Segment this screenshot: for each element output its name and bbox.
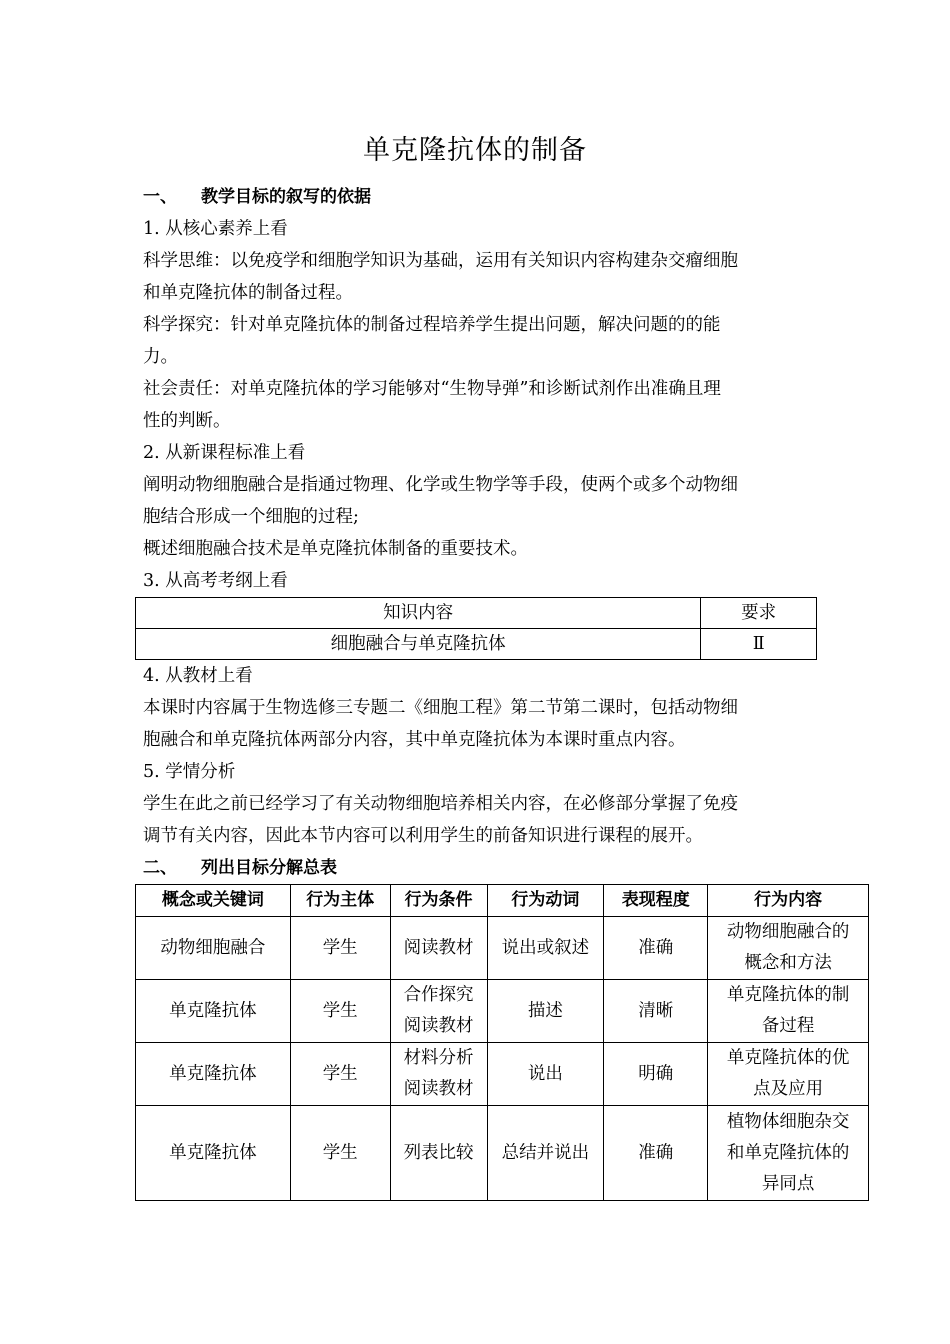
table-cell <box>708 917 869 980</box>
subheading-textbook: 4. 从教材上看 <box>143 666 253 686</box>
section-title: 列出目标分解总表 <box>201 858 337 878</box>
table-cell <box>708 1043 869 1106</box>
cell-line: 阅读教材 <box>403 937 474 958</box>
table-cell <box>390 917 487 980</box>
cell-line: 单克隆抗体的优 <box>726 1048 850 1068</box>
table-cell: 说出 <box>487 1043 604 1106</box>
table-row <box>136 980 869 1043</box>
table-cell <box>708 1106 869 1201</box>
cell-line: 合作探究 <box>403 985 474 1005</box>
cell-line: 和单克隆抗体的 <box>726 1142 850 1163</box>
section-heading-2 <box>143 852 823 884</box>
table-cell: 总结并说出 <box>487 1106 604 1201</box>
table-cell: 单克隆抗体 <box>136 980 291 1043</box>
paragraph: 科学探究：针对单克隆抗体的制备过程培养学生提出问题，解决问题的的能 <box>143 315 721 335</box>
section-number: 一、 <box>143 187 177 207</box>
table-header-row <box>136 598 817 629</box>
paragraph: 阐明动物细胞融合是指通过物理、化学或生物学等手段，使两个或多个动物细 <box>143 475 738 495</box>
paragraph: 力。 <box>143 347 178 367</box>
table-header-cell: 概念或关键词 <box>136 885 291 917</box>
cell-line: 阅读教材 <box>403 1079 474 1099</box>
document-body <box>143 181 850 1201</box>
subheading-exam-outline: 3. 从高考考纲上看 <box>143 571 288 591</box>
table-cell <box>708 980 869 1043</box>
paragraph: 本课时内容属于生物选修三专题二《细胞工程》第二节第二课时，包括动物细 <box>143 698 738 718</box>
table-header-cell: 要求 <box>701 598 817 629</box>
cell-line: 植物体细胞杂交 <box>726 1111 850 1132</box>
table-cell <box>390 1106 487 1201</box>
table-cell: 清晰 <box>604 980 708 1043</box>
section-number: 二、 <box>143 858 177 878</box>
table-cell: 明确 <box>604 1043 708 1106</box>
cell-line: 动物细胞融合的 <box>726 922 850 942</box>
subheading-student-analysis: 5. 学情分析 <box>143 762 236 782</box>
paragraph: 性的判断。 <box>143 411 231 431</box>
table-cell <box>390 1043 487 1106</box>
table-cell: 单克隆抗体 <box>136 1043 291 1106</box>
table-header-row <box>136 885 869 917</box>
table-header-cell: 行为主体 <box>290 885 390 917</box>
table-header-cell: 行为条件 <box>390 885 487 917</box>
subheading-curriculum: 2. 从新课程标准上看 <box>143 443 306 463</box>
cell-line: 单克隆抗体的制 <box>726 985 850 1005</box>
table-cell: 学生 <box>290 1043 390 1106</box>
cell-line: 点及应用 <box>753 1079 824 1099</box>
table-cell: 学生 <box>290 980 390 1043</box>
paragraph: 和单克隆抗体的制备过程。 <box>143 283 353 303</box>
subheading-core-literacy: 1. 从核心素养上看 <box>143 219 288 239</box>
cell-line: 列表比较 <box>403 1142 474 1163</box>
cell-line: 材料分析 <box>403 1048 474 1068</box>
table-header-cell: 行为动词 <box>487 885 604 917</box>
table-cell: 准确 <box>604 1106 708 1201</box>
cell-line: 异同点 <box>761 1173 815 1194</box>
table-header-cell: 表现程度 <box>604 885 708 917</box>
table-row <box>136 629 817 660</box>
table-cell: 单克隆抗体 <box>136 1106 291 1201</box>
paragraph: 胞融合和单克隆抗体两部分内容，其中单克隆抗体为本课时重点内容。 <box>143 730 686 750</box>
section-title: 教学目标的叙写的依据 <box>201 187 371 207</box>
document-title: 单克隆抗体的制备 <box>363 135 587 166</box>
table-cell: 准确 <box>604 917 708 980</box>
paragraph: 概述细胞融合技术是单克隆抗体制备的重要技术。 <box>143 539 528 559</box>
table-cell: 细胞融合与单克隆抗体 <box>136 629 701 660</box>
cell-line: 备过程 <box>761 1016 815 1036</box>
table-row <box>136 917 869 980</box>
table-cell: Ⅱ <box>701 629 817 660</box>
paragraph: 调节有关内容，因此本节内容可以利用学生的前备知识进行课程的展开。 <box>143 826 703 846</box>
paragraph: 胞结合形成一个细胞的过程; <box>143 507 359 527</box>
table-cell: 描述 <box>487 980 604 1043</box>
table-cell: 学生 <box>290 917 390 980</box>
table-row <box>136 1106 869 1201</box>
section-heading-1 <box>143 181 823 213</box>
objective-breakdown-table <box>135 884 869 1201</box>
cell-line: 阅读教材 <box>403 1016 474 1036</box>
paragraph: 科学思维：以免疫学和细胞学知识为基础，运用有关知识内容构建杂交瘤细胞 <box>143 251 738 271</box>
paragraph: 学生在此之前已经学习了有关动物细胞培养相关内容，在必修部分掌握了免疫 <box>143 794 738 814</box>
table-cell: 说出或叙述 <box>487 917 604 980</box>
table-header-cell: 知识内容 <box>136 598 701 629</box>
table-cell: 动物细胞融合 <box>136 917 291 980</box>
table-cell <box>390 980 487 1043</box>
cell-line: 概念和方法 <box>744 953 832 973</box>
table-row <box>136 1043 869 1106</box>
table-cell: 学生 <box>290 1106 390 1201</box>
table-header-cell: 行为内容 <box>708 885 869 917</box>
exam-requirement-table <box>135 597 817 660</box>
paragraph: 社会责任：对单克隆抗体的学习能够对“生物导弹”和诊断试剂作出准确且理 <box>143 379 721 399</box>
